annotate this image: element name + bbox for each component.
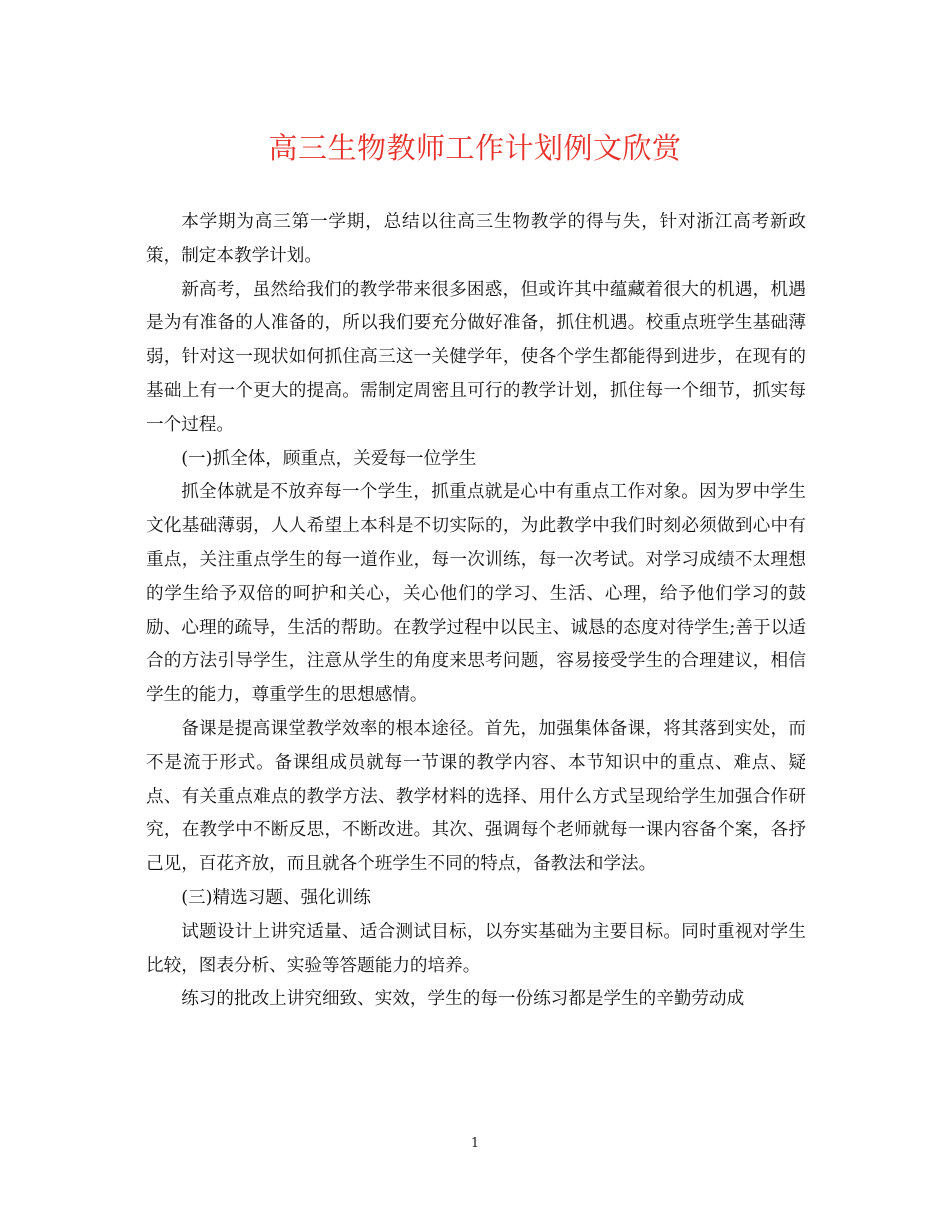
paragraph-3: 抓全体就是不放弃每一个学生，抓重点就是心中有重点工作对象。因为罗中学生文化基础薄弱，人人希望上本科是不切实际的，为此教学中我们时刻必须做到心中有重点，关注重点学生的每一道作业，每一次训练，每一次考试。对学习成绩不太理想的学生给予双倍的呵护和关心，关心他们的学习、生活、心理，给予他们学习的鼓励、心理的疏导，生活的帮助。在教学过程中以民主、诚恳的态度对待学生;善于以适合的方法引导学生，注意从学生的角度来思考问题，容易接受学生的合理建议，相信学生的能力，尊重学生的思想感情。	[146, 482, 806, 706]
paragraph-5: 试题设计上讲究适量、适合测试目标，以夯实基础为主要目标。同时重视对学生比较，图表分析、实验等答题能力的培养。	[146, 921, 806, 976]
paragraph-4: 备课是提高课堂教学效率的根本途径。首先，加强集体备课，将其落到实处，而不是流于形式。备课组成员就每一节课的教学内容、本节知识中的重点、难点、疑点、有关重点难点的教学方法、教学材料的选择、用什么方式呈现给学生加强合作研究，在教学中不断反思，不断改进。其次、强调每个老师就每一课内容备个案，各抒己见，百花齐放，而且就各个班学生不同的特点，备教法和学法。	[146, 718, 806, 875]
section-heading-1: (一)抓全体，顾重点，关爱每一位学生	[181, 448, 477, 469]
document-title: 高三生物教师工作计划例文欣赏	[268, 131, 682, 165]
document-body	[146, 206, 806, 1017]
page-number: 1	[470, 1136, 480, 1151]
section-heading-3: (三)精选习题、强化训练	[181, 887, 371, 908]
paragraph-2: 新高考，虽然给我们的教学带来很多困惑，但或许其中蕴藏着很大的机遇，机遇是为有准备的人准备的，所以我们要充分做好准备，抓住机遇。校重点班学生基础薄弱，针对这一现状如何抓住高三这一关健学年，使各个学生都能得到进步，在现有的基础上有一个更大的提高。需制定周密且可行的教学计划，抓住每一个细节，抓实每一个过程。	[146, 279, 806, 435]
paragraph-1: 本学期为高三第一学期，总结以往高三生物教学的得与失，针对浙江高考新政策，制定本教学计划。	[146, 212, 806, 266]
paragraph-6: 练习的批改上讲究细致、实效，学生的每一份练习都是学生的辛勤劳动成	[181, 989, 745, 1010]
